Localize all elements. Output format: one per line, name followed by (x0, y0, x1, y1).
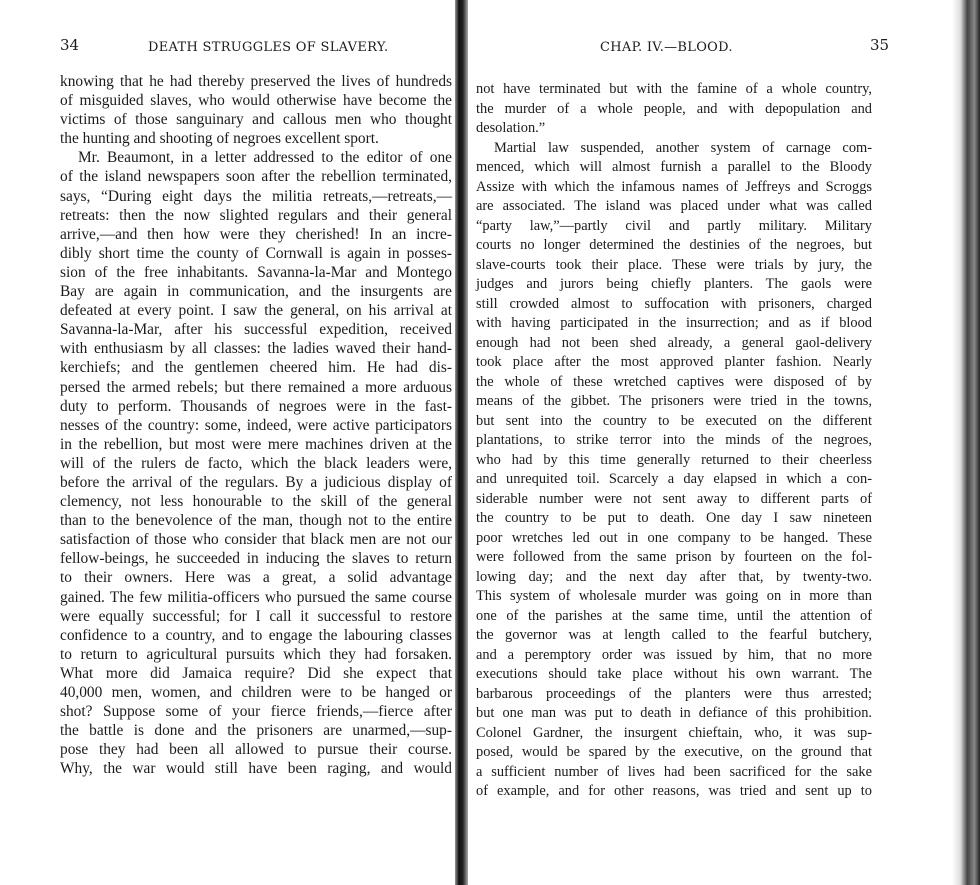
text-line: defeated at every point. I saw the general, on his arrival at (60, 302, 452, 320)
text-line: Martial law suspended, another system of carnage com- (494, 139, 872, 156)
text-line: knowing that he had thereby preserved the lives of hundreds (60, 73, 452, 90)
text-line: pose they had been all allowed to pursue their course. (60, 741, 452, 759)
text-line: says, “During eight days the militia retreats,—retreats,— (60, 187, 452, 205)
text-line: to return to agricultural pursuits which they had forsaken. (60, 645, 452, 663)
text-line: gained. The few militia-officers who pursued the same course (60, 588, 452, 606)
text-line: desolation.” (476, 120, 546, 136)
text-line: siderable number were not sent away to different parts of (476, 490, 872, 507)
text-line: Bay are again in communication, and the insurgents are (60, 283, 452, 301)
text-line: satisfaction of those who consider that black men are not our (60, 531, 452, 549)
text-line: took place after the most approved planter fashion. Nearly (476, 354, 872, 370)
text-line: Assize with which the infamous names of Jeffreys and Scroggs (476, 178, 872, 195)
text-line: of example, and for other reasons, was tried and sent up to (476, 783, 872, 799)
text-line: sion of the free inhabitants. Savanna-la-Mar and Montego (60, 263, 452, 281)
right-text-column (476, 80, 872, 802)
text-line: the whole of these wretched captives were disposed of by (476, 373, 872, 390)
text-line: Colonel Gardner, the insurgent chieftain, who, it was sup- (476, 724, 872, 741)
left-page-number: 34 (60, 36, 80, 54)
text-line: plantations, to strike terror into the minds of the negroes, (476, 432, 872, 448)
text-line: Why, the war would still have been raging, and would (60, 760, 452, 778)
text-line: retreats: then the now slighted regulars and their general (60, 206, 452, 224)
text-line: Mr. Beaumont, in a letter addressed to the editor of one (78, 149, 452, 167)
text-line: not have terminated but with the famine of a whole country, (476, 81, 872, 97)
text-line: means of the gibbet. The prisoners were tried in the towns, (476, 393, 872, 409)
text-line: poor wretches led out in one company to be hanged. These (476, 529, 872, 546)
text-line: with having participated in the insurrection; and as if blood (476, 315, 872, 331)
text-line: of misguided slaves, who would otherwise have become the (60, 92, 452, 110)
text-line: What more did Jamaica require? Did she expect that (60, 664, 452, 682)
text-line: judges and jurors being chiefly planters. The gaols were (476, 276, 872, 292)
text-line: who had by this time generally returned to their cheerless (476, 451, 872, 468)
text-line: barbarous proceedings of the planters were thus arrested; (476, 685, 872, 702)
text-line: the murder of a whole people, and with depopulation and (476, 100, 872, 117)
text-line: will of the rulers de facto, which the black leaders were, (60, 454, 452, 472)
right-running-header: CHAP. IV.—BLOOD. (600, 40, 733, 55)
text-line: Savanna-la-Mar, after his successful expedition, received (60, 321, 452, 339)
text-line: executions should take place without his own warrant. The (476, 666, 872, 682)
text-line: victims of those sanguinary and callous men who thought (60, 111, 452, 129)
text-line: clemency, not less honourable to the skill of the general (60, 493, 452, 511)
text-line: than to the benevolence of the man, though not to the entire (60, 512, 452, 530)
text-line: and a peremptory order was issued by him, that no more (476, 646, 872, 663)
text-line: menced, which will almost furnish a parallel to the Bloody (476, 159, 872, 175)
left-page (0, 0, 455, 885)
text-line: the battle is done and the prisoners are unarmed,—sup- (60, 722, 452, 740)
text-line: with enthusiasm by all classes: the ladies waved their hand- (60, 340, 452, 358)
text-line: the hunting and shooting of negroes excellent sport. (60, 130, 379, 148)
text-line: to their owners. Here was a great, a solid advantage (60, 569, 452, 587)
text-line: duty to perform. Thousands of negroes were in the fast- (60, 397, 452, 415)
text-line: courts no longer determined the destinies of the negroes, but (476, 237, 872, 253)
text-line: of the island newspapers soon after the rebellion terminated, (60, 168, 452, 186)
book-spine (455, 0, 468, 885)
text-line: but sent into the country to be executed on the different (476, 412, 872, 429)
text-line: 40,000 men, women, and children were to be hanged or (60, 684, 452, 701)
text-line: were followed from the same prison by fourteen on the fol- (476, 549, 872, 565)
text-line: arrive,—and then how were they cherished! In an incre- (60, 225, 452, 243)
text-line: kerchiefs; and the gentlemen cheered him. He had dis- (60, 359, 452, 377)
page-edge-shadow (952, 0, 980, 885)
text-line: before the arrival of the regulars. By a judicious display of (60, 473, 452, 491)
text-line: are associated. The island was placed under what was called (476, 198, 872, 214)
text-line: persed the armed rebels; but there remained a more arduous (60, 378, 452, 396)
right-page (468, 0, 980, 885)
text-line: dibly short time the county of Cornwall is again in posses- (60, 244, 452, 262)
text-line: “party law,”—partly civil and partly military. Military (476, 217, 872, 234)
text-line: nesses of the country: some, indeed, were active participators (60, 416, 452, 434)
text-line: posed, would be spared by the executive, on the ground that (476, 744, 872, 760)
left-text-column (60, 72, 452, 778)
left-running-header: DEATH STRUGGLES OF SLAVERY. (148, 40, 389, 55)
text-line: the country to be put to death. One day I saw nineteen (476, 510, 872, 526)
text-line: slave-courts took their place. These were trials by jury, the (476, 256, 872, 273)
text-line: and unrequited toil. Scarcely a day elapsed in which a con- (476, 471, 872, 487)
text-line: fellow-beings, he succeeded in inducing the slaves to return (60, 550, 452, 568)
text-line: shot? Suppose some of your fierce friends,—fierce after (60, 703, 452, 721)
text-line: confidence to a country, and to engage the labouring classes (60, 626, 452, 644)
text-line: a sufficient number of lives had been sacrificed for the sake (476, 763, 872, 780)
right-page-number: 35 (870, 36, 890, 54)
text-line: one of the parishes at the same time, until the attention of (476, 607, 872, 624)
text-line: but one man was put to death in defiance of this prohibition. (476, 705, 872, 721)
text-line: enough had not been shed already, a general gaol-delivery (476, 334, 872, 351)
text-line: This system of wholesale murder was going on in more than (476, 588, 872, 604)
text-line: still crowded almost to suffocation with prisoners, charged (476, 295, 872, 312)
text-line: lowing day; and the next day after that, by twenty-two. (476, 568, 872, 585)
text-line: in the rebellion, but most were mere machines driven at the (60, 435, 452, 453)
text-line: the governor was at length called to the fearful butchery, (476, 627, 872, 643)
text-line: were equally successful; for I call it successful to restore (60, 607, 452, 625)
